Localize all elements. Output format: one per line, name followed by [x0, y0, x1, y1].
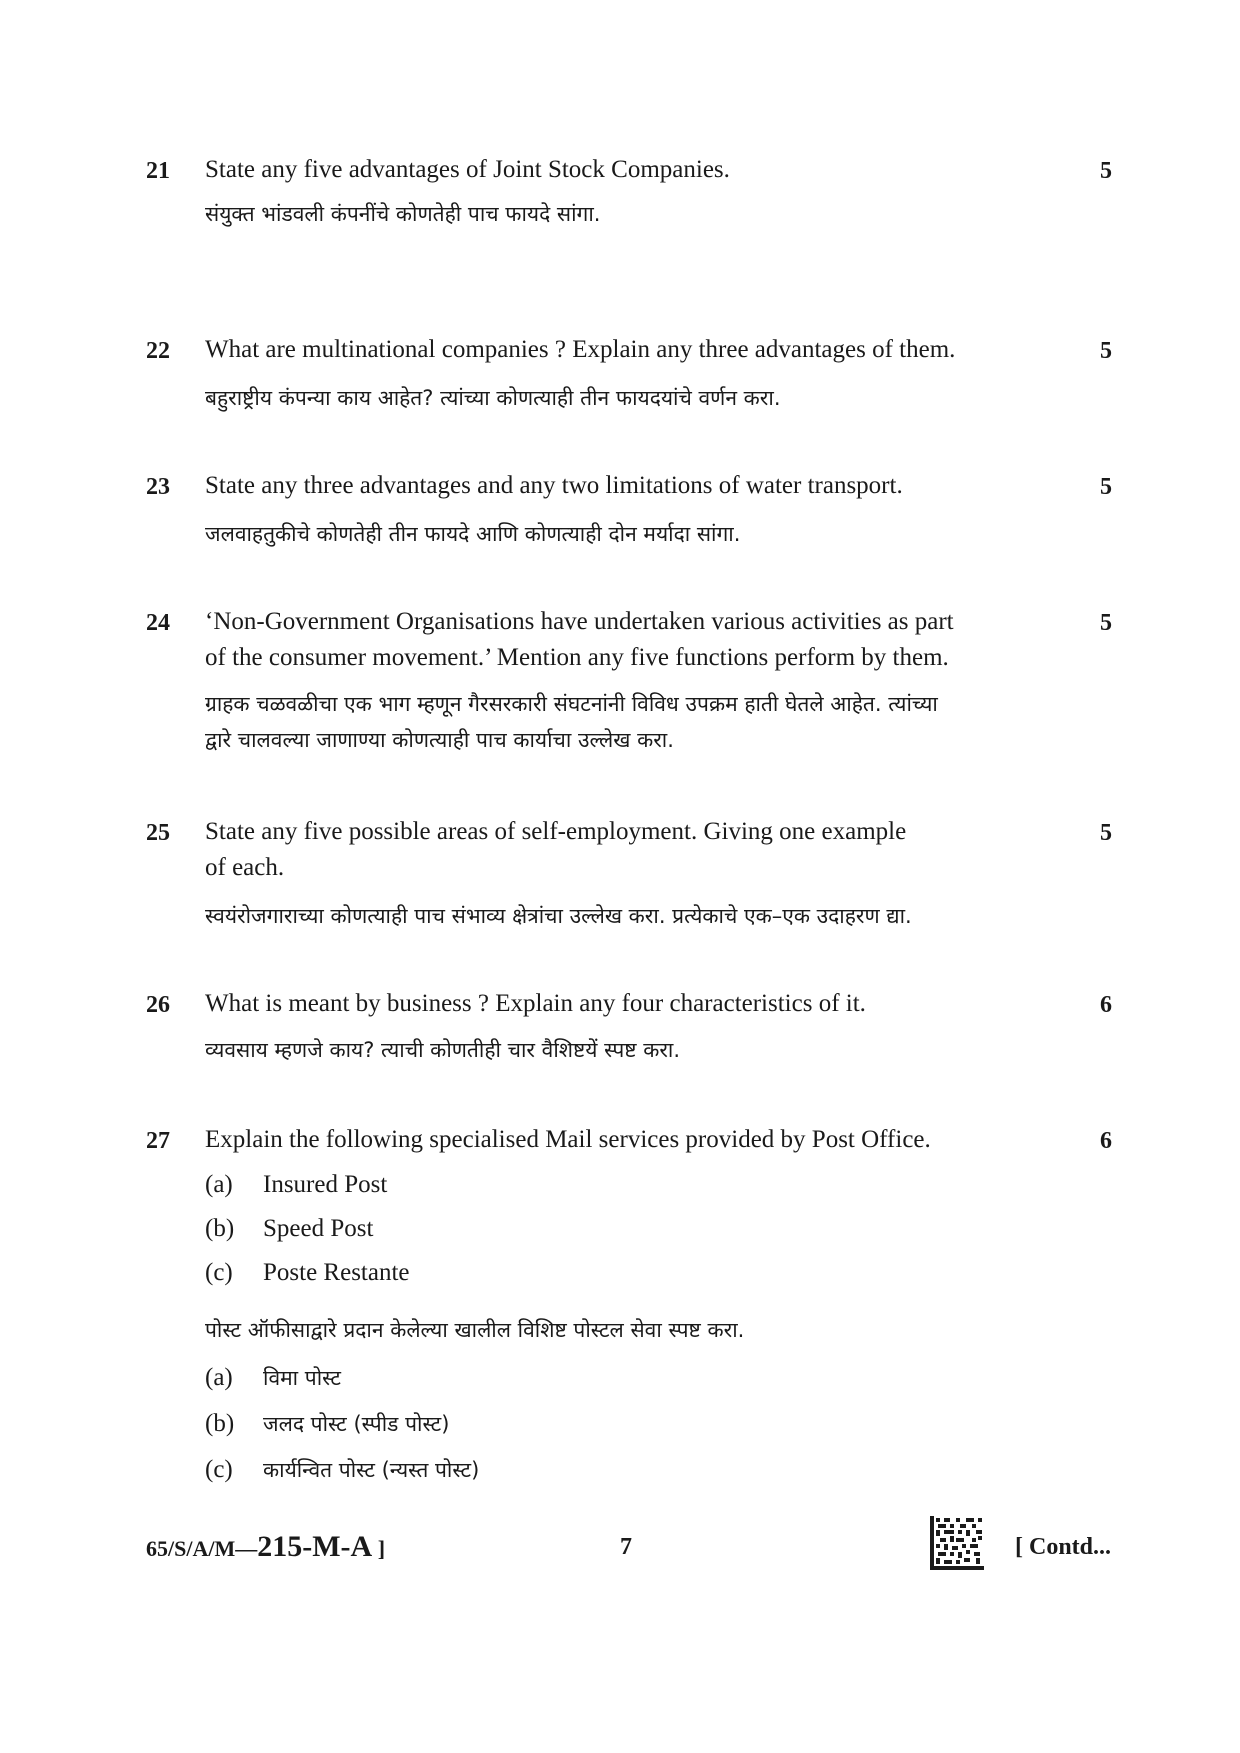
sub-item — [205, 1410, 449, 1438]
question-number: 26 — [146, 992, 170, 1018]
question-text-mr: बहुराष्ट्रीय कंपन्या काय आहेत? त्यांच्या कोणत्याही तीन फायदयांचे वर्णन करा. — [205, 386, 781, 410]
sub-item-text: Insured Post — [263, 1171, 388, 1198]
page-number: 7 — [620, 1534, 632, 1560]
question-text-mr: जलवाहतुकीचे कोणतेही तीन फायदे आणि कोणत्याही दोन मर्यादा सांगा. — [205, 522, 741, 546]
question-number: 21 — [146, 158, 170, 184]
question-number: 24 — [146, 610, 170, 636]
continued-label: [ Contd... — [1015, 1534, 1112, 1560]
question-number: 22 — [146, 338, 170, 364]
sub-item-label: (a) — [205, 1171, 233, 1198]
question-marks: 5 — [1100, 820, 1112, 846]
paper-code — [146, 1530, 385, 1564]
sub-item-text: Speed Post — [263, 1215, 374, 1242]
question-text-en: State any five advantages of Joint Stock Companies. — [205, 156, 730, 183]
sub-item — [205, 1364, 341, 1392]
question-number: 27 — [146, 1128, 170, 1154]
question-marks: 5 — [1100, 338, 1112, 364]
question-text-en: of the consumer movement.’ Mention any five functions perform by them. — [205, 644, 949, 671]
sub-item — [205, 1259, 410, 1287]
sub-item-text: कार्यन्वित पोस्ट (न्यस्त पोस्ट) — [263, 1458, 480, 1482]
sub-item-label: (a) — [205, 1364, 233, 1391]
question-text-en: What is meant by business ? Explain any four characteristics of it. — [205, 990, 866, 1017]
question-marks: 5 — [1100, 610, 1112, 636]
sub-item-label: (c) — [205, 1259, 233, 1286]
question-number: 23 — [146, 474, 170, 500]
question-text-en: of each. — [205, 854, 285, 881]
sub-item — [205, 1215, 373, 1243]
question-marks: 6 — [1100, 1128, 1112, 1154]
qr-code-icon — [930, 1516, 984, 1570]
question-text-mr: पोस्ट ऑफीसाद्वारे प्रदान केलेल्या खालील विशिष्ट पोस्टल सेवा स्पष्ट करा. — [205, 1318, 745, 1342]
question-text-en: What are multinational companies ? Explain any three advantages of them. — [205, 336, 956, 363]
sub-item-label: (c) — [205, 1456, 233, 1483]
paper-code-main: 215-M-A — [257, 1530, 373, 1563]
question-text-en: ‘Non-Government Organisations have undertaken various activities as part — [205, 608, 954, 635]
paper-code-suffix: ] — [372, 1536, 386, 1561]
question-text-mr: द्वारे चालवल्या जाणाण्या कोणत्याही पाच कार्याचा उल्लेख करा. — [205, 728, 674, 752]
question-marks: 6 — [1100, 992, 1112, 1018]
question-text-mr: व्यवसाय म्हणजे काय? त्याची कोणतीही चार वैशिष्टयें स्पष्ट करा. — [205, 1038, 681, 1062]
question-text-en: Explain the following specialised Mail services provided by Post Office. — [205, 1126, 931, 1153]
sub-item-text: विमा पोस्ट — [263, 1366, 341, 1390]
sub-item-label: (b) — [205, 1410, 235, 1437]
paper-code-prefix: 65/S/A/M— — [146, 1536, 258, 1561]
question-text-mr: संयुक्त भांडवली कंपनींचे कोणतेही पाच फायदे सांगा. — [205, 202, 601, 226]
sub-item-text: Poste Restante — [263, 1259, 410, 1286]
question-text-mr: स्वयंरोजगाराच्या कोणत्याही पाच संभाव्य क्षेत्रांचा उल्लेख करा. प्रत्येकाचे एक–एक उदाहरण द्या. — [205, 904, 912, 928]
question-text-en: State any three advantages and any two limitations of water transport. — [205, 472, 903, 499]
question-text-mr: ग्राहक चळवळीचा एक भाग म्हणून गैरसरकारी संघटनांनी विविध उपक्रम हाती घेतले आहेत. त्यांच्या — [205, 692, 938, 716]
question-marks: 5 — [1100, 158, 1112, 184]
question-marks: 5 — [1100, 474, 1112, 500]
sub-item-label: (b) — [205, 1215, 235, 1242]
sub-item — [205, 1456, 479, 1484]
question-number: 25 — [146, 820, 170, 846]
sub-item — [205, 1171, 387, 1199]
question-text-en: State any five possible areas of self-employment. Giving one example — [205, 818, 907, 845]
sub-item-text: जलद पोस्ट (स्पीड पोस्ट) — [263, 1412, 450, 1436]
